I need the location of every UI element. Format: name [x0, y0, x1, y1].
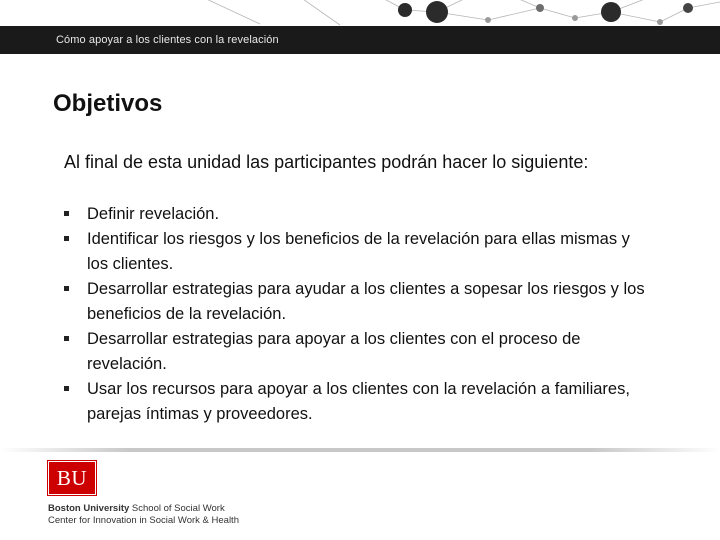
- network-node: [657, 19, 663, 25]
- header-bar: [0, 26, 720, 54]
- list-item-text: Identificar los riesgos y los beneficios de la revelación para ellas mismas y los clientes.: [87, 230, 630, 273]
- square-bullet-icon: [64, 286, 69, 291]
- list-item: [64, 327, 654, 377]
- network-node: [601, 2, 621, 22]
- footer-divider: [0, 448, 720, 452]
- square-bullet-icon: [64, 236, 69, 241]
- square-bullet-icon: [64, 386, 69, 391]
- list-item: [64, 277, 654, 327]
- intro-text: Al final de esta unidad las participantes podrán hacer lo siguiente:: [64, 152, 589, 172]
- square-bullet-icon: [64, 211, 69, 216]
- network-node: [485, 17, 491, 23]
- list-item: [64, 202, 654, 227]
- network-node: [426, 1, 448, 23]
- list-item: [64, 377, 654, 427]
- network-node: [683, 3, 693, 13]
- list-item-text: Desarrollar estrategias para ayudar a los clientes a sopesar los riesgos y los beneficios de la revelación.: [87, 280, 645, 323]
- university-name: Boston University: [48, 503, 130, 514]
- list-item-text: Desarrollar estrategias para apoyar a los clientes con el proceso de revelación.: [87, 330, 581, 373]
- footer-school-line: [48, 503, 225, 514]
- bu-logo: BU: [48, 461, 96, 495]
- list-item-text: Usar los recursos para apoyar a los clientes con la revelación a familiares, parejas íntimas y proveedores.: [87, 380, 630, 423]
- list-item: [64, 227, 654, 277]
- school-name: School of Social Work: [129, 503, 225, 514]
- slide-title: Objetivos: [53, 90, 163, 117]
- network-node: [398, 3, 412, 17]
- footer-center-line: Center for Innovation in Social Work & Health: [48, 515, 239, 526]
- network-graphic: [0, 0, 720, 26]
- presentation-subtitle: Cómo apoyar a los clientes con la revelación: [56, 34, 279, 46]
- square-bullet-icon: [64, 336, 69, 341]
- list-item-text: Definir revelación.: [87, 205, 220, 223]
- objectives-list: [64, 202, 654, 427]
- network-node: [572, 15, 578, 21]
- network-node: [536, 4, 544, 12]
